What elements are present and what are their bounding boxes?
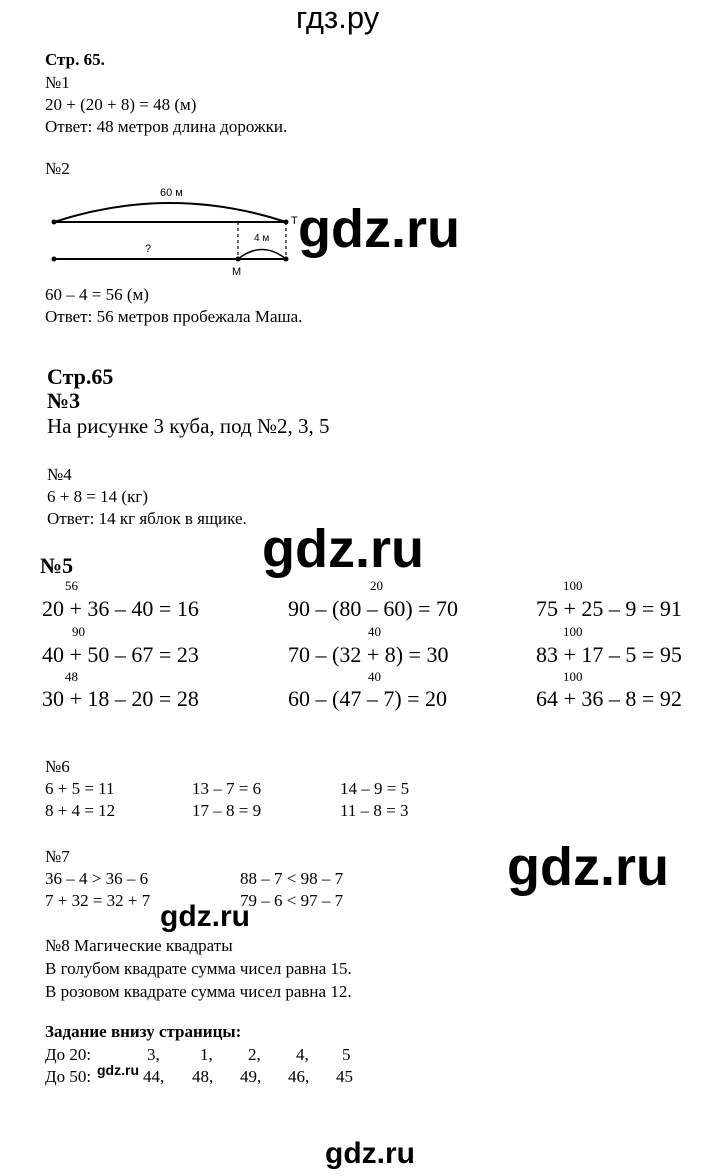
task-7-r1-c2: 88 – 7 < 98 – 7 (240, 869, 344, 888)
page-heading-1: Стр. 65. (45, 50, 105, 69)
hint-r3-c2: 40 (368, 669, 381, 684)
row-50-item-1: 44, (143, 1067, 165, 1086)
brace-60 (54, 203, 286, 222)
hint-r2-c3: 100 (563, 624, 583, 639)
expr-r3-c3: 64 + 36 – 8 = 92 (536, 686, 682, 711)
hint-r3-c3: 100 (563, 669, 583, 684)
watermark-5: gdz.ru (97, 1062, 139, 1078)
hint-r3-c1: 48 (65, 669, 78, 684)
label-4: 4 м (254, 233, 270, 244)
task-1-number: №1 (45, 73, 70, 92)
task-6-r1-c1: 6 + 5 = 11 (45, 779, 115, 798)
watermark-bottom: gdz.ru (325, 1137, 415, 1170)
task-6-r2-c3: 11 – 8 = 3 (340, 801, 409, 820)
label-m: М (232, 266, 242, 278)
task-4-number: №4 (47, 465, 72, 484)
hint-r1-c1: 56 (65, 578, 78, 593)
row-50-item-2: 48, (192, 1067, 214, 1086)
row-50-item-5: 45 (336, 1067, 353, 1086)
row-20-item-2: 1, (200, 1045, 213, 1064)
row-50-label: До 50: (45, 1067, 92, 1086)
row-20-item-4: 4, (296, 1045, 309, 1064)
task-5-number: №5 (40, 553, 74, 578)
task-6-r2-c2: 17 – 8 = 9 (192, 801, 262, 820)
task-6-number: №6 (45, 757, 70, 776)
watermark-4: gdz.ru (160, 900, 250, 933)
row-20-item-3: 2, (248, 1045, 261, 1064)
task-7-r2-c2: 79 – 6 < 97 – 7 (240, 891, 344, 910)
watermark-3: gdz.ru (507, 837, 669, 897)
row-50-item-3: 49, (240, 1067, 262, 1086)
hint-r1-c2: 20 (370, 578, 383, 593)
expr-r1-c2: 90 – (80 – 60) = 70 (288, 596, 459, 621)
expr-r2-c3: 83 + 17 – 5 = 95 (536, 642, 682, 667)
watermark-top: гдз.ру (296, 0, 380, 35)
label-question: ? (145, 243, 152, 255)
task-3-number: №3 (47, 388, 81, 413)
label-60: 60 м (160, 187, 183, 199)
point-bottom-left (52, 257, 57, 262)
task-6-r1-c3: 14 – 9 = 5 (340, 779, 410, 798)
task-7-r2-c1: 7 + 32 = 32 + 7 (45, 891, 151, 910)
task-7-r1-c1: 36 – 4 > 36 – 6 (45, 869, 149, 888)
row-50-item-4: 46, (288, 1067, 310, 1086)
hint-r2-c1: 90 (72, 624, 85, 639)
segment-diagram (40, 178, 310, 278)
task-3-text: На рисунке 3 куба, под №2, 3, 5 (47, 414, 330, 438)
task-1-answer: Ответ: 48 метров длина дорожки. (45, 117, 288, 136)
row-20-label: До 20: (45, 1045, 92, 1064)
expr-r2-c2: 70 – (32 + 8) = 30 (288, 642, 449, 667)
expr-r1-c1: 20 + 36 – 40 = 16 (42, 596, 199, 621)
task-6-r2-c1: 8 + 4 = 12 (45, 801, 116, 820)
bottom-task-heading: Задание внизу страницы: (45, 1022, 242, 1041)
task-8-title: №8 Магические квадраты (45, 936, 233, 955)
task-8-line-1: В голубом квадрате сумма чисел равна 15. (45, 959, 352, 978)
page-heading-2: Стр.65 (47, 364, 114, 389)
expr-r2-c1: 40 + 50 – 67 = 23 (42, 642, 199, 667)
row-20-item-1: 3, (147, 1045, 160, 1064)
task-2-number: №2 (45, 159, 70, 178)
task-7-number: №7 (45, 847, 70, 866)
hint-r2-c2: 40 (368, 624, 381, 639)
expr-r3-c1: 30 + 18 – 20 = 28 (42, 686, 199, 711)
task-2-answer: Ответ: 56 метров пробежала Маша. (45, 307, 303, 326)
watermark-2: gdz.ru (262, 519, 424, 579)
task-4-equation: 6 + 8 = 14 (кг) (47, 487, 148, 506)
label-t: Т (291, 215, 298, 227)
task-2-equation: 60 – 4 = 56 (м) (45, 285, 149, 304)
watermark-1: gdz.ru (298, 199, 460, 259)
expr-r1-c3: 75 + 25 – 9 = 91 (536, 596, 682, 621)
row-20-item-5: 5 (342, 1045, 351, 1064)
task-1-equation: 20 + (20 + 8) = 48 (м) (45, 95, 197, 114)
task-4-answer: Ответ: 14 кг яблок в ящике. (47, 509, 247, 528)
point-top-left (52, 220, 57, 225)
task-8-line-2: В розовом квадрате сумма чисел равна 12. (45, 982, 352, 1001)
brace-4 (238, 250, 286, 260)
expr-r3-c2: 60 – (47 – 7) = 20 (288, 686, 448, 711)
hint-r1-c3: 100 (563, 578, 583, 593)
task-6-r1-c2: 13 – 7 = 6 (192, 779, 262, 798)
